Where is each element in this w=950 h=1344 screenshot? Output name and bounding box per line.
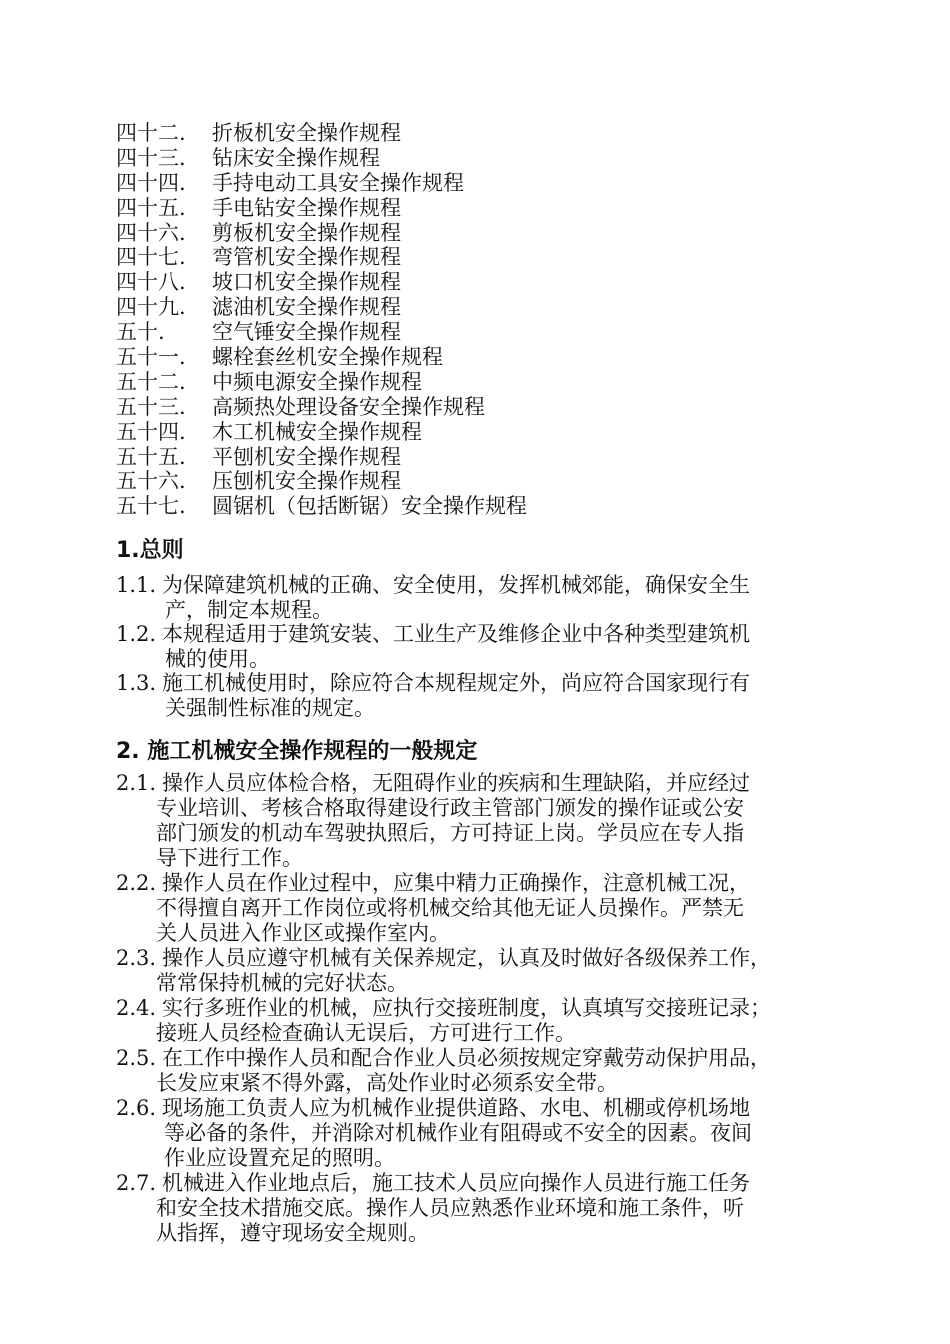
- toc-item: [116, 395, 527, 420]
- clause-line: 关强制性标准的规定。: [165, 696, 375, 720]
- clause: [116, 996, 771, 1046]
- toc-item-title: 折板机安全操作规程: [212, 121, 401, 145]
- toc-item-number: 四十三.: [116, 145, 186, 170]
- toc-item-title: 手电钻安全操作规程: [212, 195, 401, 220]
- toc-item-number: 四十四.: [116, 170, 186, 195]
- toc-item-title: 滤油机安全操作规程: [212, 295, 401, 320]
- clause: [116, 1171, 750, 1246]
- toc-item-title: 木工机械安全操作规程: [212, 419, 422, 444]
- toc-item: [116, 320, 527, 345]
- clause-line: 在工作中操作人员和配合作业人员必须按规定穿戴劳动保护用品，: [162, 1046, 771, 1070]
- clause-number: 1.1.: [116, 573, 157, 597]
- toc-item-number: 四十五.: [116, 195, 186, 220]
- clause-line: 接班人员经检查确认无误后，方可进行工作。: [156, 1021, 576, 1045]
- toc-item-number: 五十六.: [116, 469, 186, 494]
- toc-item: [116, 146, 527, 171]
- section-heading: 2. 施工机械安全操作规程的一般规定: [116, 739, 478, 764]
- toc-item-title: 剪板机安全操作规程: [212, 220, 401, 245]
- table-of-contents: [116, 121, 527, 519]
- clause-line: 关人员进入作业区或操作室内。: [156, 921, 450, 945]
- toc-item-number: 五十七.: [116, 494, 186, 519]
- clause: [116, 671, 750, 721]
- clause: [116, 871, 750, 946]
- clause: [116, 771, 750, 871]
- toc-item: [116, 171, 527, 196]
- toc-item-number: 四十九.: [116, 295, 186, 320]
- clause-line: 作业应设置充足的照明。: [164, 1146, 395, 1170]
- clause-line: 专业培训、考核合格取得建设行政主管部门颁发的操作证或公安: [156, 796, 744, 820]
- clause: [116, 946, 771, 996]
- clause-number: 1.2.: [116, 622, 157, 646]
- section-heading: 1.总则: [116, 538, 184, 563]
- clause-number: 2.1.: [116, 771, 157, 795]
- toc-item-title: 螺栓套丝机安全操作规程: [212, 345, 443, 370]
- clause-line: 机械进入作业地点后，施工技术人员应向操作人员进行施工任务: [162, 1171, 750, 1195]
- clause-number: 1.3.: [116, 671, 157, 695]
- clause: [116, 1096, 752, 1171]
- clause-line: 现场施工负责人应为机械作业提供道路、水电、机棚或停机场地: [162, 1096, 750, 1120]
- toc-item: [116, 121, 527, 146]
- clause-line: 实行多班作业的机械，应执行交接班制度，认真填写交接班记录；: [162, 996, 771, 1020]
- toc-item-title: 中频电源安全操作规程: [212, 369, 422, 394]
- toc-item-number: 五十三.: [116, 394, 186, 419]
- toc-item-title: 空气锤安全操作规程: [212, 320, 401, 345]
- clause-line: 从指挥，遵守现场安全规则。: [156, 1221, 429, 1245]
- toc-item-number: 四十六.: [116, 220, 186, 245]
- toc-item: [116, 370, 527, 395]
- clause-number: 2.4.: [116, 996, 157, 1020]
- toc-item: [116, 295, 527, 320]
- clause-line: 操作人员应体检合格，无阻碍作业的疾病和生理缺陷，并应经过: [162, 771, 750, 795]
- clause-line: 常常保持机械的完好状态。: [156, 971, 408, 995]
- clause-line: 本规程适用于建筑安装、工业生产及维修企业中各种类型建筑机: [162, 622, 750, 646]
- clause: [116, 573, 750, 623]
- clause-line: 操作人员应遵守机械有关保养规定，认真及时做好各级保养工作，: [162, 946, 771, 970]
- toc-item-title: 坡口机安全操作规程: [212, 270, 401, 295]
- clause-number: 2.3.: [116, 946, 157, 970]
- toc-item-number: 五十二.: [116, 369, 186, 394]
- clause: [116, 622, 750, 672]
- toc-item-number: 五十.: [116, 320, 165, 345]
- clause-number: 2.7.: [116, 1171, 157, 1195]
- toc-item-number: 五十一.: [116, 345, 186, 370]
- clause-line: 不得擅自离开工作岗位或将机械交给其他无证人员操作。严禁无: [156, 896, 744, 920]
- toc-item-number: 五十五.: [116, 444, 186, 469]
- toc-item-number: 四十七.: [116, 245, 186, 270]
- toc-item-title: 平刨机安全操作规程: [212, 444, 401, 469]
- clause-line: 施工机械使用时，除应符合本规程规定外，尚应符合国家现行有: [162, 671, 750, 695]
- clause-line: 为保障建筑机械的正确、安全使用，发挥机械郊能，确保安全生: [162, 573, 750, 597]
- toc-item-title: 钻床安全操作规程: [212, 145, 380, 170]
- clause-line: 部门颁发的机动车驾驶执照后，方可持证上岗。学员应在专人指: [156, 821, 744, 845]
- clause-line: 操作人员在作业过程中，应集中精力正确操作，注意机械工况，: [162, 871, 750, 895]
- toc-item-title: 高频热处理设备安全操作规程: [212, 394, 485, 419]
- clause-number: 2.6.: [116, 1096, 157, 1120]
- toc-item: [116, 494, 527, 519]
- toc-item-title: 手持电动工具安全操作规程: [212, 170, 464, 195]
- toc-item-number: 四十八.: [116, 270, 186, 295]
- toc-item: [116, 445, 527, 470]
- toc-item-title: 压刨机安全操作规程: [212, 469, 401, 494]
- clause-number: 2.2.: [116, 871, 157, 895]
- toc-item: [116, 420, 527, 445]
- clause-line: 和安全技术措施交底。操作人员应熟悉作业环境和施工条件，听: [156, 1196, 744, 1220]
- clause-line: 等必备的条件，并消除对机械作业有阻碍或不安全的因素。夜间: [164, 1121, 752, 1145]
- toc-item: [116, 469, 527, 494]
- clause-line: 产，制定本规程。: [165, 598, 333, 622]
- toc-item: [116, 221, 527, 246]
- toc-item-title: 圆锯机（包括断锯）安全操作规程: [212, 494, 527, 519]
- clause-line: 械的使用。: [165, 647, 270, 671]
- toc-item: [116, 270, 527, 295]
- clause: [116, 1046, 771, 1096]
- clause-number: 2.5.: [116, 1046, 157, 1070]
- toc-item-number: 五十四.: [116, 419, 186, 444]
- clause-line: 导下进行工作。: [156, 846, 303, 870]
- toc-item-number: 四十二.: [116, 121, 186, 145]
- toc-item: [116, 345, 527, 370]
- toc-item: [116, 245, 527, 270]
- toc-item-title: 弯管机安全操作规程: [212, 245, 401, 270]
- toc-item: [116, 196, 527, 221]
- clause-line: 长发应束紧不得外露，高处作业时必须系安全带。: [156, 1071, 618, 1095]
